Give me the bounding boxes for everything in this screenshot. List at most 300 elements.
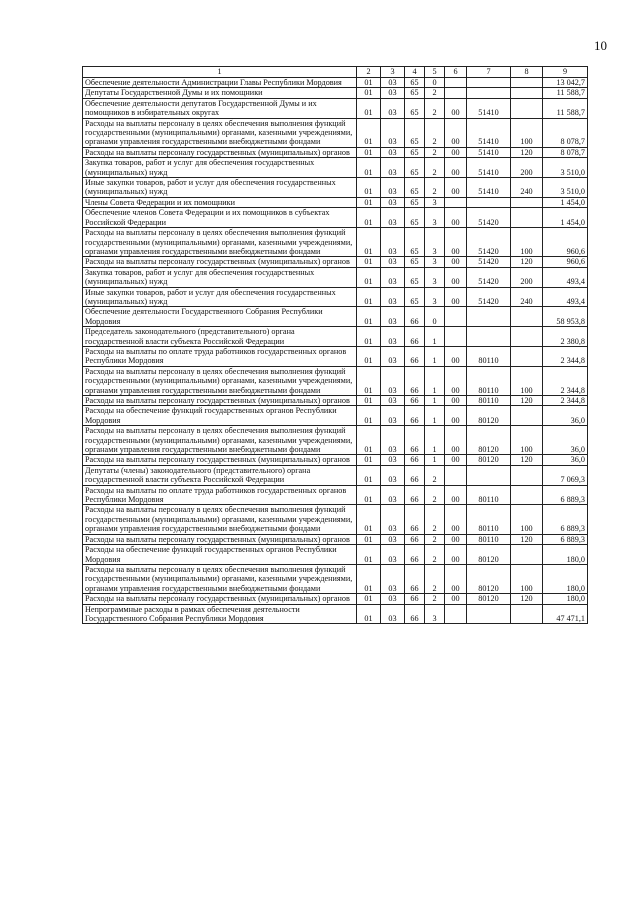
header-cell: 9 [543,67,588,78]
cell-expense-type [511,604,543,624]
cell-direction: 00 [445,228,467,257]
cell-subsection: 03 [381,604,405,624]
cell-subprogram: 2 [425,534,445,544]
cell-section: 01 [357,564,381,593]
cell-program: 66 [405,545,425,565]
cell-name: Расходы на выплаты персоналу государственных (муниципальных) органов [83,594,357,604]
table-row [83,197,588,207]
cell-subprogram: 3 [425,197,445,207]
cell-amount: 2 344,8 [543,346,588,366]
cell-section: 01 [357,147,381,157]
cell-target-article: 80110 [467,534,511,544]
cell-subprogram: 1 [425,455,445,465]
cell-expense-type [511,88,543,98]
cell-amount: 2 380,8 [543,327,588,347]
cell-target-article: 80120 [467,426,511,455]
cell-amount: 960,6 [543,257,588,267]
cell-name: Иные закупки товаров, работ и услуг для обеспечения государственных (муниципальных) нужд [83,178,357,198]
cell-subsection: 03 [381,287,405,307]
cell-subsection: 03 [381,505,405,534]
table-row [83,267,588,287]
cell-program: 65 [405,197,425,207]
cell-target-article: 80120 [467,594,511,604]
cell-target-article: 80110 [467,505,511,534]
cell-expense-type [511,406,543,426]
cell-name: Расходы на выплаты по оплате труда работников государственных органов Республики Мордовия [83,485,357,505]
cell-subsection: 03 [381,426,405,455]
cell-section: 01 [357,346,381,366]
cell-section: 01 [357,534,381,544]
cell-subsection: 03 [381,564,405,593]
cell-direction: 00 [445,178,467,198]
cell-direction: 00 [445,267,467,287]
budget-table [82,66,588,624]
cell-expense-type: 100 [511,564,543,593]
cell-name: Члены Совета Федерации и их помощники [83,197,357,207]
cell-subprogram: 2 [425,594,445,604]
cell-subprogram: 2 [425,88,445,98]
cell-subsection: 03 [381,534,405,544]
cell-amount: 3 510,0 [543,158,588,178]
header-cell: 3 [381,67,405,78]
cell-direction: 00 [445,257,467,267]
cell-name: Обеспечение членов Совета Федерации и их помощников в субъектах Российской Федерации [83,208,357,228]
cell-program: 65 [405,88,425,98]
cell-amount: 58 953,8 [543,307,588,327]
cell-name: Расходы на выплаты персоналу в целях обеспечения выполнения функций государственными (муниципальными) органами, казенными учреждениями, органами управления государственными внебюджетными фондами [83,118,357,147]
cell-subprogram: 1 [425,346,445,366]
cell-subsection: 03 [381,228,405,257]
cell-expense-type [511,78,543,88]
cell-direction [445,78,467,88]
cell-subsection: 03 [381,118,405,147]
cell-amount: 7 069,3 [543,465,588,485]
cell-amount: 11 588,7 [543,88,588,98]
cell-amount: 2 344,8 [543,396,588,406]
cell-program: 65 [405,118,425,147]
table-row [83,396,588,406]
cell-amount: 493,4 [543,287,588,307]
cell-program: 65 [405,257,425,267]
cell-direction: 00 [445,396,467,406]
cell-name: Иные закупки товаров, работ и услуг для обеспечения государственных (муниципальных) нужд [83,287,357,307]
cell-program: 66 [405,465,425,485]
cell-section: 01 [357,228,381,257]
cell-subprogram: 2 [425,147,445,157]
cell-section: 01 [357,257,381,267]
cell-section: 01 [357,118,381,147]
cell-section: 01 [357,594,381,604]
cell-expense-type: 100 [511,228,543,257]
cell-target-article: 51410 [467,147,511,157]
header-cell: 1 [83,67,357,78]
header-cell: 5 [425,67,445,78]
cell-expense-type [511,307,543,327]
cell-subsection: 03 [381,327,405,347]
cell-amount: 6 889,3 [543,505,588,534]
cell-direction: 00 [445,98,467,118]
cell-expense-type: 200 [511,267,543,287]
cell-name: Расходы на выплаты персоналу государственных (муниципальных) органов [83,257,357,267]
cell-target-article [467,465,511,485]
cell-subsection: 03 [381,594,405,604]
cell-section: 01 [357,287,381,307]
cell-expense-type: 120 [511,257,543,267]
cell-amount: 6 889,3 [543,534,588,544]
cell-name: Непрограммные расходы в рамках обеспечения деятельности Государственного Собрания Республики Мордовия [83,604,357,624]
cell-subsection: 03 [381,485,405,505]
cell-target-article: 80110 [467,366,511,395]
cell-name: Расходы на обеспечение функций государственных органов Республики Мордовия [83,406,357,426]
cell-section: 01 [357,178,381,198]
cell-amount: 47 471,1 [543,604,588,624]
cell-subprogram: 2 [425,564,445,593]
cell-expense-type: 100 [511,366,543,395]
cell-expense-type: 200 [511,158,543,178]
cell-section: 01 [357,406,381,426]
cell-program: 66 [405,485,425,505]
cell-subprogram: 1 [425,396,445,406]
header-cell: 6 [445,67,467,78]
cell-direction: 00 [445,534,467,544]
cell-target-article [467,604,511,624]
cell-amount: 8 078,7 [543,147,588,157]
table-row [83,178,588,198]
cell-direction [445,88,467,98]
cell-subprogram: 2 [425,545,445,565]
table-body [83,78,588,624]
cell-subsection: 03 [381,346,405,366]
cell-program: 65 [405,208,425,228]
cell-program: 66 [405,366,425,395]
cell-direction: 00 [445,545,467,565]
cell-subprogram: 0 [425,307,445,327]
cell-subprogram: 3 [425,228,445,257]
cell-amount: 180,0 [543,545,588,565]
cell-subprogram: 1 [425,406,445,426]
cell-subprogram: 3 [425,257,445,267]
table-row [83,228,588,257]
cell-subprogram: 1 [425,426,445,455]
cell-direction: 00 [445,158,467,178]
cell-subsection: 03 [381,78,405,88]
cell-expense-type [511,485,543,505]
cell-amount: 180,0 [543,594,588,604]
cell-subsection: 03 [381,307,405,327]
cell-name: Обеспечение деятельности Администрации Главы Республики Мордовия [83,78,357,88]
cell-program: 65 [405,228,425,257]
cell-program: 66 [405,534,425,544]
cell-section: 01 [357,98,381,118]
table-row [83,455,588,465]
table-row [83,406,588,426]
cell-section: 01 [357,455,381,465]
table-row [83,366,588,395]
table-row [83,564,588,593]
cell-program: 65 [405,78,425,88]
table-row [83,485,588,505]
table-row [83,346,588,366]
cell-subprogram: 2 [425,158,445,178]
cell-subprogram: 3 [425,208,445,228]
cell-subsection: 03 [381,455,405,465]
cell-target-article: 80120 [467,406,511,426]
cell-amount: 36,0 [543,455,588,465]
cell-direction [445,197,467,207]
cell-direction: 00 [445,118,467,147]
table-row [83,307,588,327]
cell-subsection: 03 [381,366,405,395]
cell-subsection: 03 [381,158,405,178]
cell-subprogram: 1 [425,366,445,395]
cell-program: 66 [405,426,425,455]
table-row [83,88,588,98]
cell-section: 01 [357,197,381,207]
cell-direction: 00 [445,485,467,505]
cell-direction: 00 [445,147,467,157]
cell-name: Расходы на выплаты по оплате труда работников государственных органов Республики Мордовия [83,346,357,366]
cell-program: 66 [405,327,425,347]
cell-direction: 00 [445,366,467,395]
cell-program: 66 [405,564,425,593]
cell-direction [445,604,467,624]
cell-program: 66 [405,594,425,604]
cell-target-article: 51420 [467,257,511,267]
cell-expense-type [511,465,543,485]
cell-section: 01 [357,158,381,178]
cell-section: 01 [357,267,381,287]
cell-section: 01 [357,307,381,327]
cell-name: Расходы на обеспечение функций государственных органов Республики Мордовия [83,545,357,565]
cell-amount: 2 344,8 [543,366,588,395]
cell-amount: 3 510,0 [543,178,588,198]
table-row [83,78,588,88]
cell-name: Закупка товаров, работ и услуг для обеспечения государственных (муниципальных) нужд [83,158,357,178]
table-row [83,545,588,565]
cell-expense-type [511,346,543,366]
table-row [83,147,588,157]
cell-direction [445,327,467,347]
cell-section: 01 [357,465,381,485]
cell-expense-type [511,98,543,118]
cell-program: 65 [405,287,425,307]
cell-target-article [467,88,511,98]
cell-direction: 00 [445,426,467,455]
cell-expense-type: 240 [511,287,543,307]
cell-target-article [467,197,511,207]
cell-target-article: 51410 [467,98,511,118]
cell-name: Обеспечение деятельности Государственного Собрания Республики Мордовия [83,307,357,327]
cell-direction: 00 [445,564,467,593]
cell-expense-type: 120 [511,534,543,544]
cell-direction: 00 [445,287,467,307]
cell-name: Расходы на выплаты персоналу в целях обеспечения выполнения функций государственными (муниципальными) органами, казенными учреждениями, органами управления государственными внебюджетными фондами [83,228,357,257]
cell-name: Расходы на выплаты персоналу государственных (муниципальных) органов [83,147,357,157]
cell-subprogram: 2 [425,485,445,505]
cell-program: 65 [405,147,425,157]
cell-name: Расходы на выплаты персоналу в целях обеспечения выполнения функций государственными (муниципальными) органами, казенными учреждениями, органами управления государственными внебюджетными фондами [83,426,357,455]
cell-target-article: 51420 [467,228,511,257]
cell-program: 65 [405,267,425,287]
cell-section: 01 [357,396,381,406]
cell-expense-type: 100 [511,426,543,455]
cell-target-article: 80120 [467,564,511,593]
cell-target-article: 80110 [467,485,511,505]
cell-section: 01 [357,505,381,534]
table-row [83,505,588,534]
cell-name: Расходы на выплаты персоналу в целях обеспечения выполнения функций государственными (муниципальными) органами, казенными учреждениями, органами управления государственными внебюджетными фондами [83,505,357,534]
cell-direction [445,465,467,485]
table-row [83,158,588,178]
cell-section: 01 [357,366,381,395]
cell-name: Расходы на выплаты персоналу в целях обеспечения выполнения функций государственными (муниципальными) органами, казенными учреждениями, органами управления государственными внебюджетными фондами [83,366,357,395]
cell-section: 01 [357,327,381,347]
cell-expense-type: 120 [511,147,543,157]
cell-subsection: 03 [381,197,405,207]
cell-name: Депутаты (члены) законодательного (представительного) органа государственной власти субъекта Российской Федерации [83,465,357,485]
cell-section: 01 [357,485,381,505]
cell-expense-type: 100 [511,505,543,534]
cell-direction: 00 [445,594,467,604]
cell-subprogram: 1 [425,327,445,347]
cell-subsection: 03 [381,257,405,267]
cell-target-article: 51410 [467,178,511,198]
table-row [83,426,588,455]
cell-expense-type: 120 [511,396,543,406]
cell-name: Расходы на выплаты персоналу государственных (муниципальных) органов [83,534,357,544]
header-cell: 2 [357,67,381,78]
cell-target-article: 80120 [467,455,511,465]
header-cell: 7 [467,67,511,78]
cell-target-article: 51420 [467,267,511,287]
cell-subsection: 03 [381,406,405,426]
cell-subsection: 03 [381,267,405,287]
table-row [83,98,588,118]
table-row [83,327,588,347]
table-row [83,118,588,147]
cell-expense-type [511,208,543,228]
cell-subprogram: 2 [425,465,445,485]
cell-program: 66 [405,604,425,624]
cell-expense-type: 120 [511,455,543,465]
cell-amount: 11 588,7 [543,98,588,118]
cell-program: 66 [405,505,425,534]
cell-program: 65 [405,98,425,118]
table-row [83,257,588,267]
cell-name: Расходы на выплаты персоналу в целях обеспечения выполнения функций государственными (муниципальными) органами, казенными учреждениями, органами управления государственными внебюджетными фондами [83,564,357,593]
cell-name: Закупка товаров, работ и услуг для обеспечения государственных (муниципальных) нужд [83,267,357,287]
table-row [83,604,588,624]
cell-expense-type [511,545,543,565]
table-row [83,594,588,604]
cell-amount: 960,6 [543,228,588,257]
cell-program: 66 [405,455,425,465]
cell-section: 01 [357,604,381,624]
cell-subprogram: 0 [425,78,445,88]
cell-amount: 1 454,0 [543,208,588,228]
cell-name: Депутаты Государственной Думы и их помощники [83,88,357,98]
cell-subsection: 03 [381,545,405,565]
cell-target-article: 51420 [467,287,511,307]
cell-subprogram: 3 [425,287,445,307]
cell-subprogram: 3 [425,267,445,287]
cell-target-article [467,78,511,88]
cell-subsection: 03 [381,98,405,118]
cell-target-article: 80110 [467,396,511,406]
cell-subsection: 03 [381,396,405,406]
cell-expense-type: 100 [511,118,543,147]
cell-subsection: 03 [381,465,405,485]
cell-amount: 36,0 [543,406,588,426]
cell-program: 66 [405,346,425,366]
cell-section: 01 [357,88,381,98]
table-row [83,465,588,485]
table-row [83,534,588,544]
cell-direction [445,307,467,327]
cell-name: Расходы на выплаты персоналу государственных (муниципальных) органов [83,455,357,465]
cell-expense-type [511,197,543,207]
cell-subsection: 03 [381,147,405,157]
cell-amount: 493,4 [543,267,588,287]
cell-target-article: 51420 [467,208,511,228]
cell-amount: 6 889,3 [543,485,588,505]
header-cell: 8 [511,67,543,78]
cell-name: Расходы на выплаты персоналу государственных (муниципальных) органов [83,396,357,406]
cell-target-article [467,327,511,347]
cell-direction: 00 [445,346,467,366]
cell-target-article: 51410 [467,118,511,147]
cell-subprogram: 2 [425,178,445,198]
cell-program: 66 [405,396,425,406]
cell-name: Обеспечение деятельности депутатов Государственной Думы и их помощников в избирательных округах [83,98,357,118]
cell-subprogram: 2 [425,98,445,118]
cell-subsection: 03 [381,88,405,98]
cell-program: 66 [405,307,425,327]
cell-subprogram: 2 [425,505,445,534]
cell-program: 65 [405,158,425,178]
cell-subsection: 03 [381,208,405,228]
cell-amount: 1 454,0 [543,197,588,207]
cell-amount: 13 042,7 [543,78,588,88]
cell-section: 01 [357,78,381,88]
cell-direction: 00 [445,505,467,534]
table-header-row [83,67,588,78]
cell-program: 65 [405,178,425,198]
table-row [83,208,588,228]
cell-name: Председатель законодательного (представительного) органа государственной власти субъекта Российской Федерации [83,327,357,347]
cell-direction: 00 [445,455,467,465]
cell-target-article: 80110 [467,346,511,366]
cell-section: 01 [357,426,381,455]
cell-direction: 00 [445,406,467,426]
cell-expense-type [511,327,543,347]
cell-expense-type: 240 [511,178,543,198]
cell-target-article [467,307,511,327]
cell-amount: 180,0 [543,564,588,593]
cell-target-article: 51410 [467,158,511,178]
cell-section: 01 [357,208,381,228]
header-cell: 4 [405,67,425,78]
cell-subprogram: 3 [425,604,445,624]
cell-subprogram: 2 [425,118,445,147]
cell-expense-type: 120 [511,594,543,604]
cell-program: 66 [405,406,425,426]
cell-amount: 36,0 [543,426,588,455]
cell-subsection: 03 [381,178,405,198]
cell-direction: 00 [445,208,467,228]
page-number: 10 [594,38,607,53]
cell-amount: 8 078,7 [543,118,588,147]
